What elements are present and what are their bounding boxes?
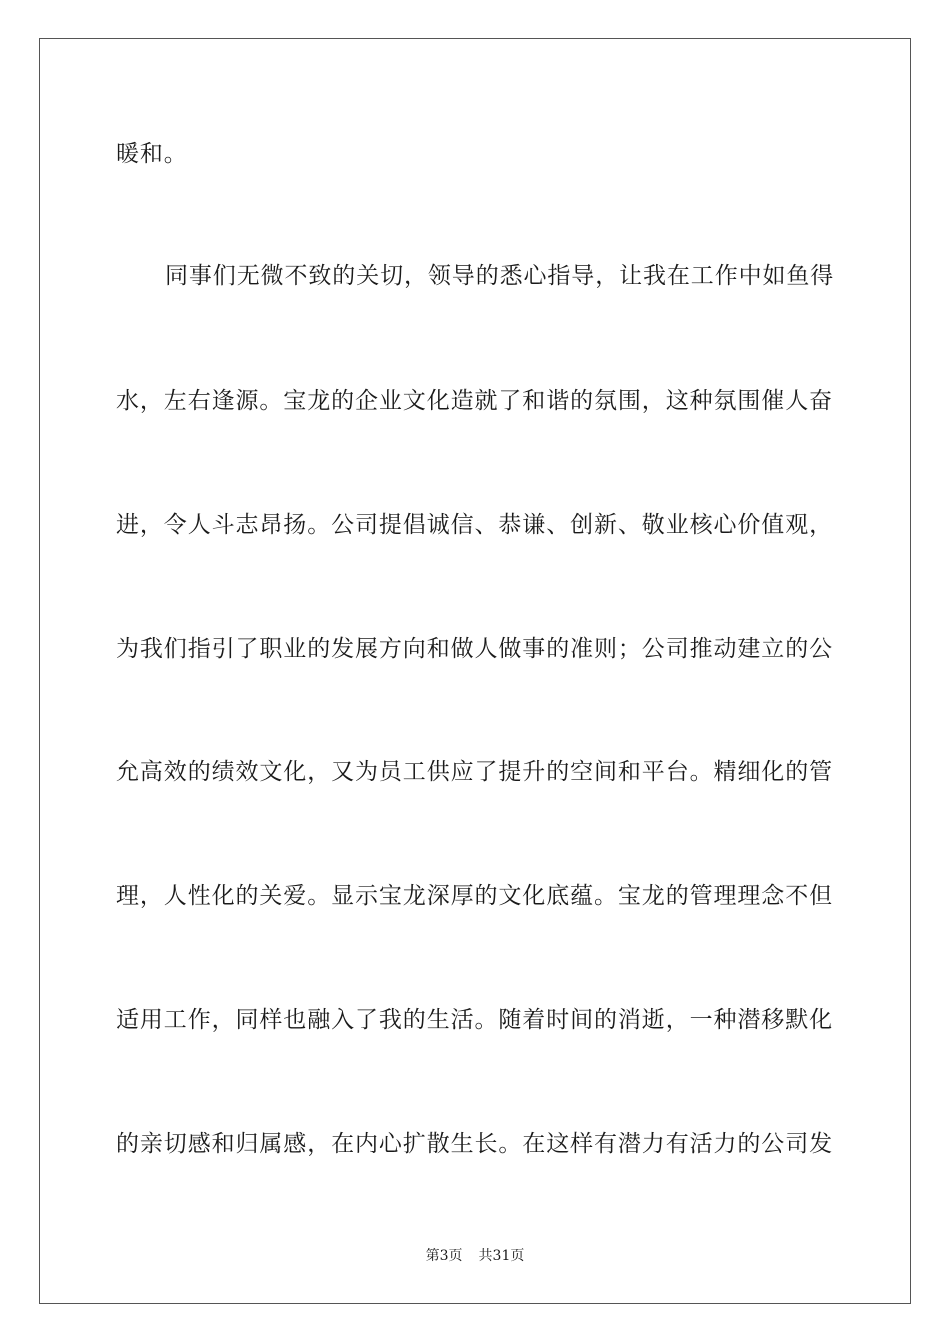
text-line-4: 进，令人斗志昂扬。公司提倡诚信、恭谦、创新、敬业核心价值观， [116, 512, 833, 538]
page-number: 第3页 [425, 1248, 463, 1264]
text-line-7: 理，人性化的关爱。显示宝龙深厚的文化底蕴。宝龙的管理理念不但 [116, 883, 833, 909]
page-border [39, 38, 911, 1304]
text-line-9: 的亲切感和归属感，在内心扩散生长。在这样有潜力有活力的公司发 [116, 1131, 833, 1157]
text-line-2: 同事们无微不致的关切，领导的悉心指导，让我在工作中如鱼得 [165, 263, 835, 289]
page-total: 共31页 [478, 1248, 525, 1264]
text-line-6: 允高效的绩效文化，又为员工供应了提升的空间和平台。精细化的管 [116, 759, 833, 785]
page-footer [0, 1247, 950, 1265]
text-line-5: 为我们指引了职业的发展方向和做人做事的准则；公司推动建立的公 [116, 636, 833, 662]
text-line-1: 暖和。 [116, 141, 188, 167]
text-line-3: 水，左右逢源。宝龙的企业文化造就了和谐的氛围，这种氛围催人奋 [116, 388, 833, 414]
text-line-8: 适用工作，同样也融入了我的生活。随着时间的消逝，一种潜移默化 [116, 1007, 833, 1033]
